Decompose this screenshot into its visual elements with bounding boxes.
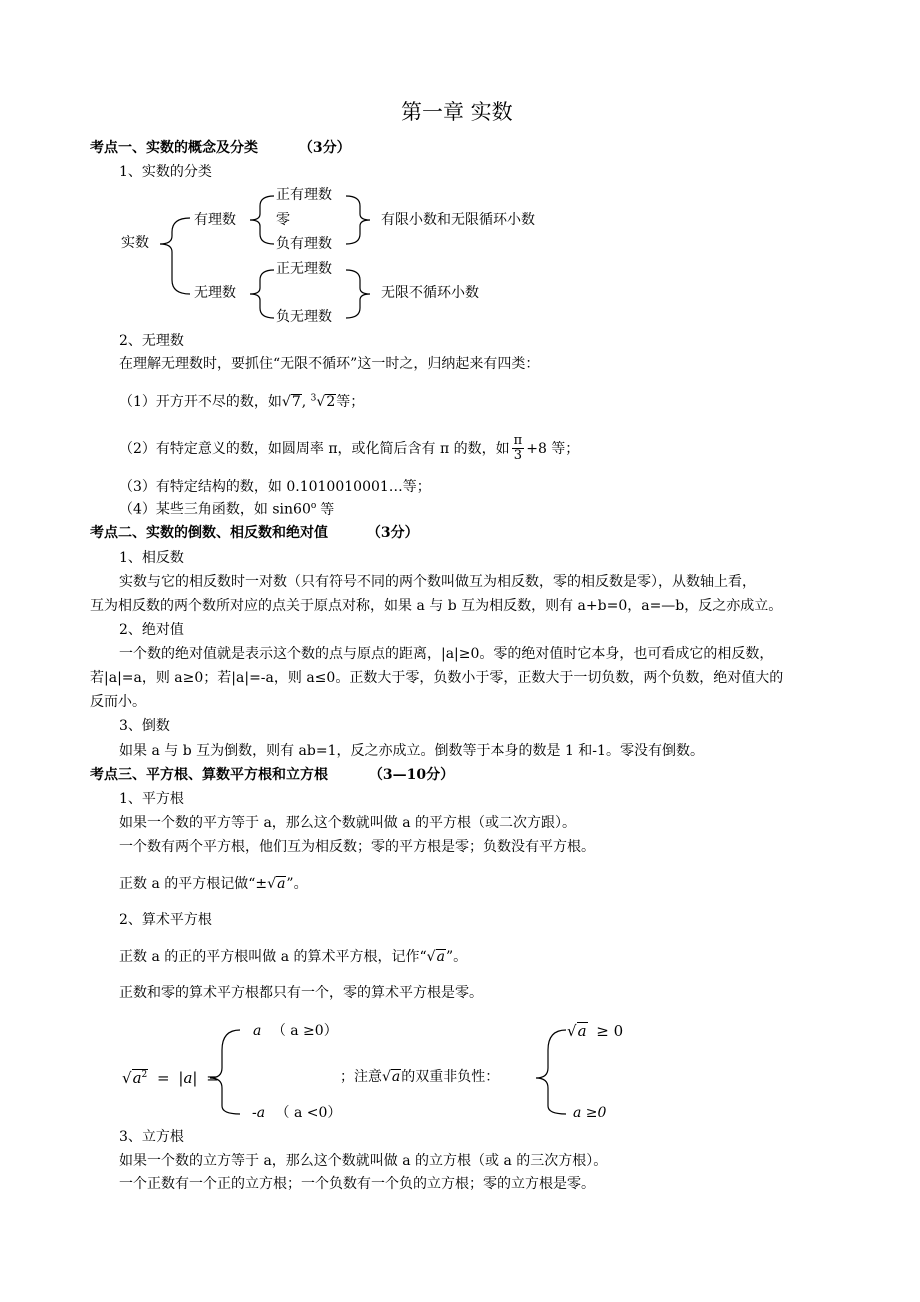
tree-rational-item: 零 xyxy=(276,212,290,228)
brace-real-numbers xyxy=(160,218,190,294)
note-pre: ；注意 xyxy=(340,1069,382,1085)
lhs-exp: 2 xyxy=(141,1070,148,1080)
l4-text: 正数 a 的正的平方根叫做 a 的算术平方根，记作“ xyxy=(119,949,427,965)
item2-text: （2）有特定意义的数，如圆周率 π，或化简后含有 π 的数，如 xyxy=(119,440,510,457)
formula-lhs: $√a^2 = |a|$ = xyxy=(122,1069,219,1087)
section3-heading-text: 考点三、平方根、算数平方根和立方根 xyxy=(90,767,328,783)
case2-cond: （ a <0） xyxy=(275,1105,342,1121)
case1-cond: （ a ≥0） xyxy=(271,1023,338,1039)
tree-root: 实数 xyxy=(121,235,149,251)
nonneg-1: √a ≥ 0 xyxy=(567,1022,624,1040)
irrational-item-3: （3）有特定结构的数，如 0.1010010001…等； xyxy=(119,479,431,495)
section2-sub3: 3、倒数 xyxy=(119,718,170,734)
section2-points: （3分） xyxy=(366,525,419,541)
tree-irrational: 无理数 xyxy=(194,285,236,301)
nn1-rel: ≥ 0 xyxy=(596,1022,624,1040)
pi-over-3 xyxy=(512,434,525,464)
brace-nonnegativity xyxy=(536,1030,566,1114)
abs-var: a xyxy=(183,1069,193,1087)
l4-post: ”。 xyxy=(445,949,468,965)
frac-num: π xyxy=(513,433,523,448)
tree-irrational-item: 正无理数 xyxy=(276,261,332,277)
section1-heading-text: 考点一、实数的概念及分类 xyxy=(90,140,258,156)
case-1 xyxy=(253,1024,338,1038)
l3-text: 正数 a 的平方根记做“± xyxy=(119,876,268,892)
nonneg-2: a ≥0 xyxy=(573,1105,607,1121)
irrational-item-1: （1）开方开不尽的数，如√7, $^3$√2等； xyxy=(119,393,365,410)
brace-rational-right xyxy=(346,196,370,244)
section3-heading xyxy=(90,768,454,782)
reciprocal-para: 如果 a 与 b 互为倒数，则有 ab=1，反之亦成立。倒数等于本身的数是 1 和-1。零没有倒数。 xyxy=(119,743,704,759)
sqrt-line: 如果一个数的平方等于 a，那么这个数就叫做 a 的平方根（或二次方跟）。 xyxy=(119,815,577,831)
section2-heading xyxy=(90,526,419,540)
eq2: = xyxy=(206,1069,219,1087)
tree-rational: 有理数 xyxy=(194,212,236,228)
note-post: 的双重非负性： xyxy=(401,1069,500,1085)
tree-rational-desc: 有限小数和无限循环小数 xyxy=(381,212,535,228)
brace-irrational-right xyxy=(346,270,370,318)
sqrt-line: 一个数有两个平方根，他们互为相反数；零的平方根是零；负数没有平方根。 xyxy=(119,839,595,855)
note-sqrt-a: a xyxy=(391,1069,401,1085)
section3-points: （3—10分） xyxy=(368,767,455,783)
irrational-item-2 xyxy=(119,434,579,464)
opposite-para-line: 互为相反数的两个数所对应的点关于原点对称，如果 a 与 b 互为相反数，则有 a+b=0，a=—b，反之亦成立。 xyxy=(90,598,783,614)
brace-rational-left xyxy=(250,196,274,244)
section1-sub2: 2、无理数 xyxy=(119,333,184,349)
sqrt-a: a xyxy=(277,876,286,892)
frac-den: 3 xyxy=(513,448,523,464)
lhs-var: a xyxy=(132,1069,142,1087)
item2-post: +8 等； xyxy=(526,440,580,457)
item4-text: （4）某些三角函数，如 sin60 xyxy=(119,501,311,518)
cube-root-line: 如果一个数的立方等于 a，那么这个数就叫做 a 的立方根（或 a 的三次方根）。 xyxy=(119,1153,608,1169)
item4-post: 等 xyxy=(320,501,335,518)
case2-val: -a xyxy=(252,1105,266,1121)
irrational-intro: 在理解无理数时，要抓住“无限不循环”这一时之，归纳起来有四类： xyxy=(119,356,540,372)
section3-sub3: 3、立方根 xyxy=(119,1129,184,1145)
nn1-sqrt-a: a xyxy=(577,1022,587,1040)
brace-irrational-left xyxy=(250,270,274,318)
arith-sqrt-line: 正数和零的算术平方根都只有一个，零的算术平方根是零。 xyxy=(119,985,483,1001)
section2-sub1: 1、相反数 xyxy=(119,550,184,566)
sqrt-a-squared xyxy=(132,1069,149,1087)
sqrt-notation-line: 正数 a 的平方根记做“±√a”。 xyxy=(119,876,308,892)
item1-text: （1）开方开不尽的数，如 xyxy=(119,394,282,410)
sqrt-a: a xyxy=(436,949,445,965)
page-title: 第一章 实数 xyxy=(401,100,513,124)
tree-rational-item: 负有理数 xyxy=(276,236,332,252)
tree-rational-item: 正有理数 xyxy=(276,187,332,203)
arith-sqrt-line: 正数 a 的正的平方根叫做 a 的算术平方根，记作“√a”。 xyxy=(119,949,468,965)
nonneg-note: ；注意√a的双重非负性： xyxy=(340,1069,500,1085)
tree-irrational-item: 负无理数 xyxy=(276,309,332,325)
cuberoot-index: 3 xyxy=(310,393,317,404)
abs-para-line: 一个数的绝对值就是表示这个数的点与原点的距离，|a|≥0。零的绝对值时它本身，也可看成它的相反数， xyxy=(119,646,774,662)
section2-sub2: 2、绝对值 xyxy=(119,622,184,638)
section2-heading-text: 考点二、实数的倒数、相反数和绝对值 xyxy=(90,525,328,541)
abs-para-line: 反而小。 xyxy=(90,694,146,710)
cuberoot2: 2 xyxy=(326,394,336,410)
abs-para-line: 若|a|=a，则 a≥0；若|a|=-a，则 a≤0。正数大于零，负数小于零，正数大于一切负数，两个负数，绝对值大的 xyxy=(90,670,784,686)
tree-irrational-desc: 无限不循环小数 xyxy=(381,285,479,301)
section1-points: （3分） xyxy=(298,140,351,156)
l3-post: ”。 xyxy=(286,876,308,892)
item1-post: 等； xyxy=(336,394,365,410)
degree-sup: o xyxy=(310,501,317,511)
cube-root-line: 一个正数有一个正的立方根；一个负数有一个负的立方根；零的立方根是零。 xyxy=(119,1176,595,1192)
section3-sub2: 2、算术平方根 xyxy=(119,912,212,928)
section3-sub1: 1、平方根 xyxy=(119,791,184,807)
lhs-eq: = xyxy=(157,1069,170,1087)
irrational-item-4 xyxy=(119,502,334,517)
case1-val: a xyxy=(253,1023,262,1039)
section1-sub1: 1、实数的分类 xyxy=(119,164,212,180)
section1-heading xyxy=(90,141,351,155)
opposite-para-line: 实数与它的相反数时一对数（只有符号不同的两个数叫做互为相反数，零的相反数是零），从数轴上看， xyxy=(119,574,756,590)
sqrt7: 7 xyxy=(291,394,301,410)
case-2 xyxy=(252,1106,341,1120)
